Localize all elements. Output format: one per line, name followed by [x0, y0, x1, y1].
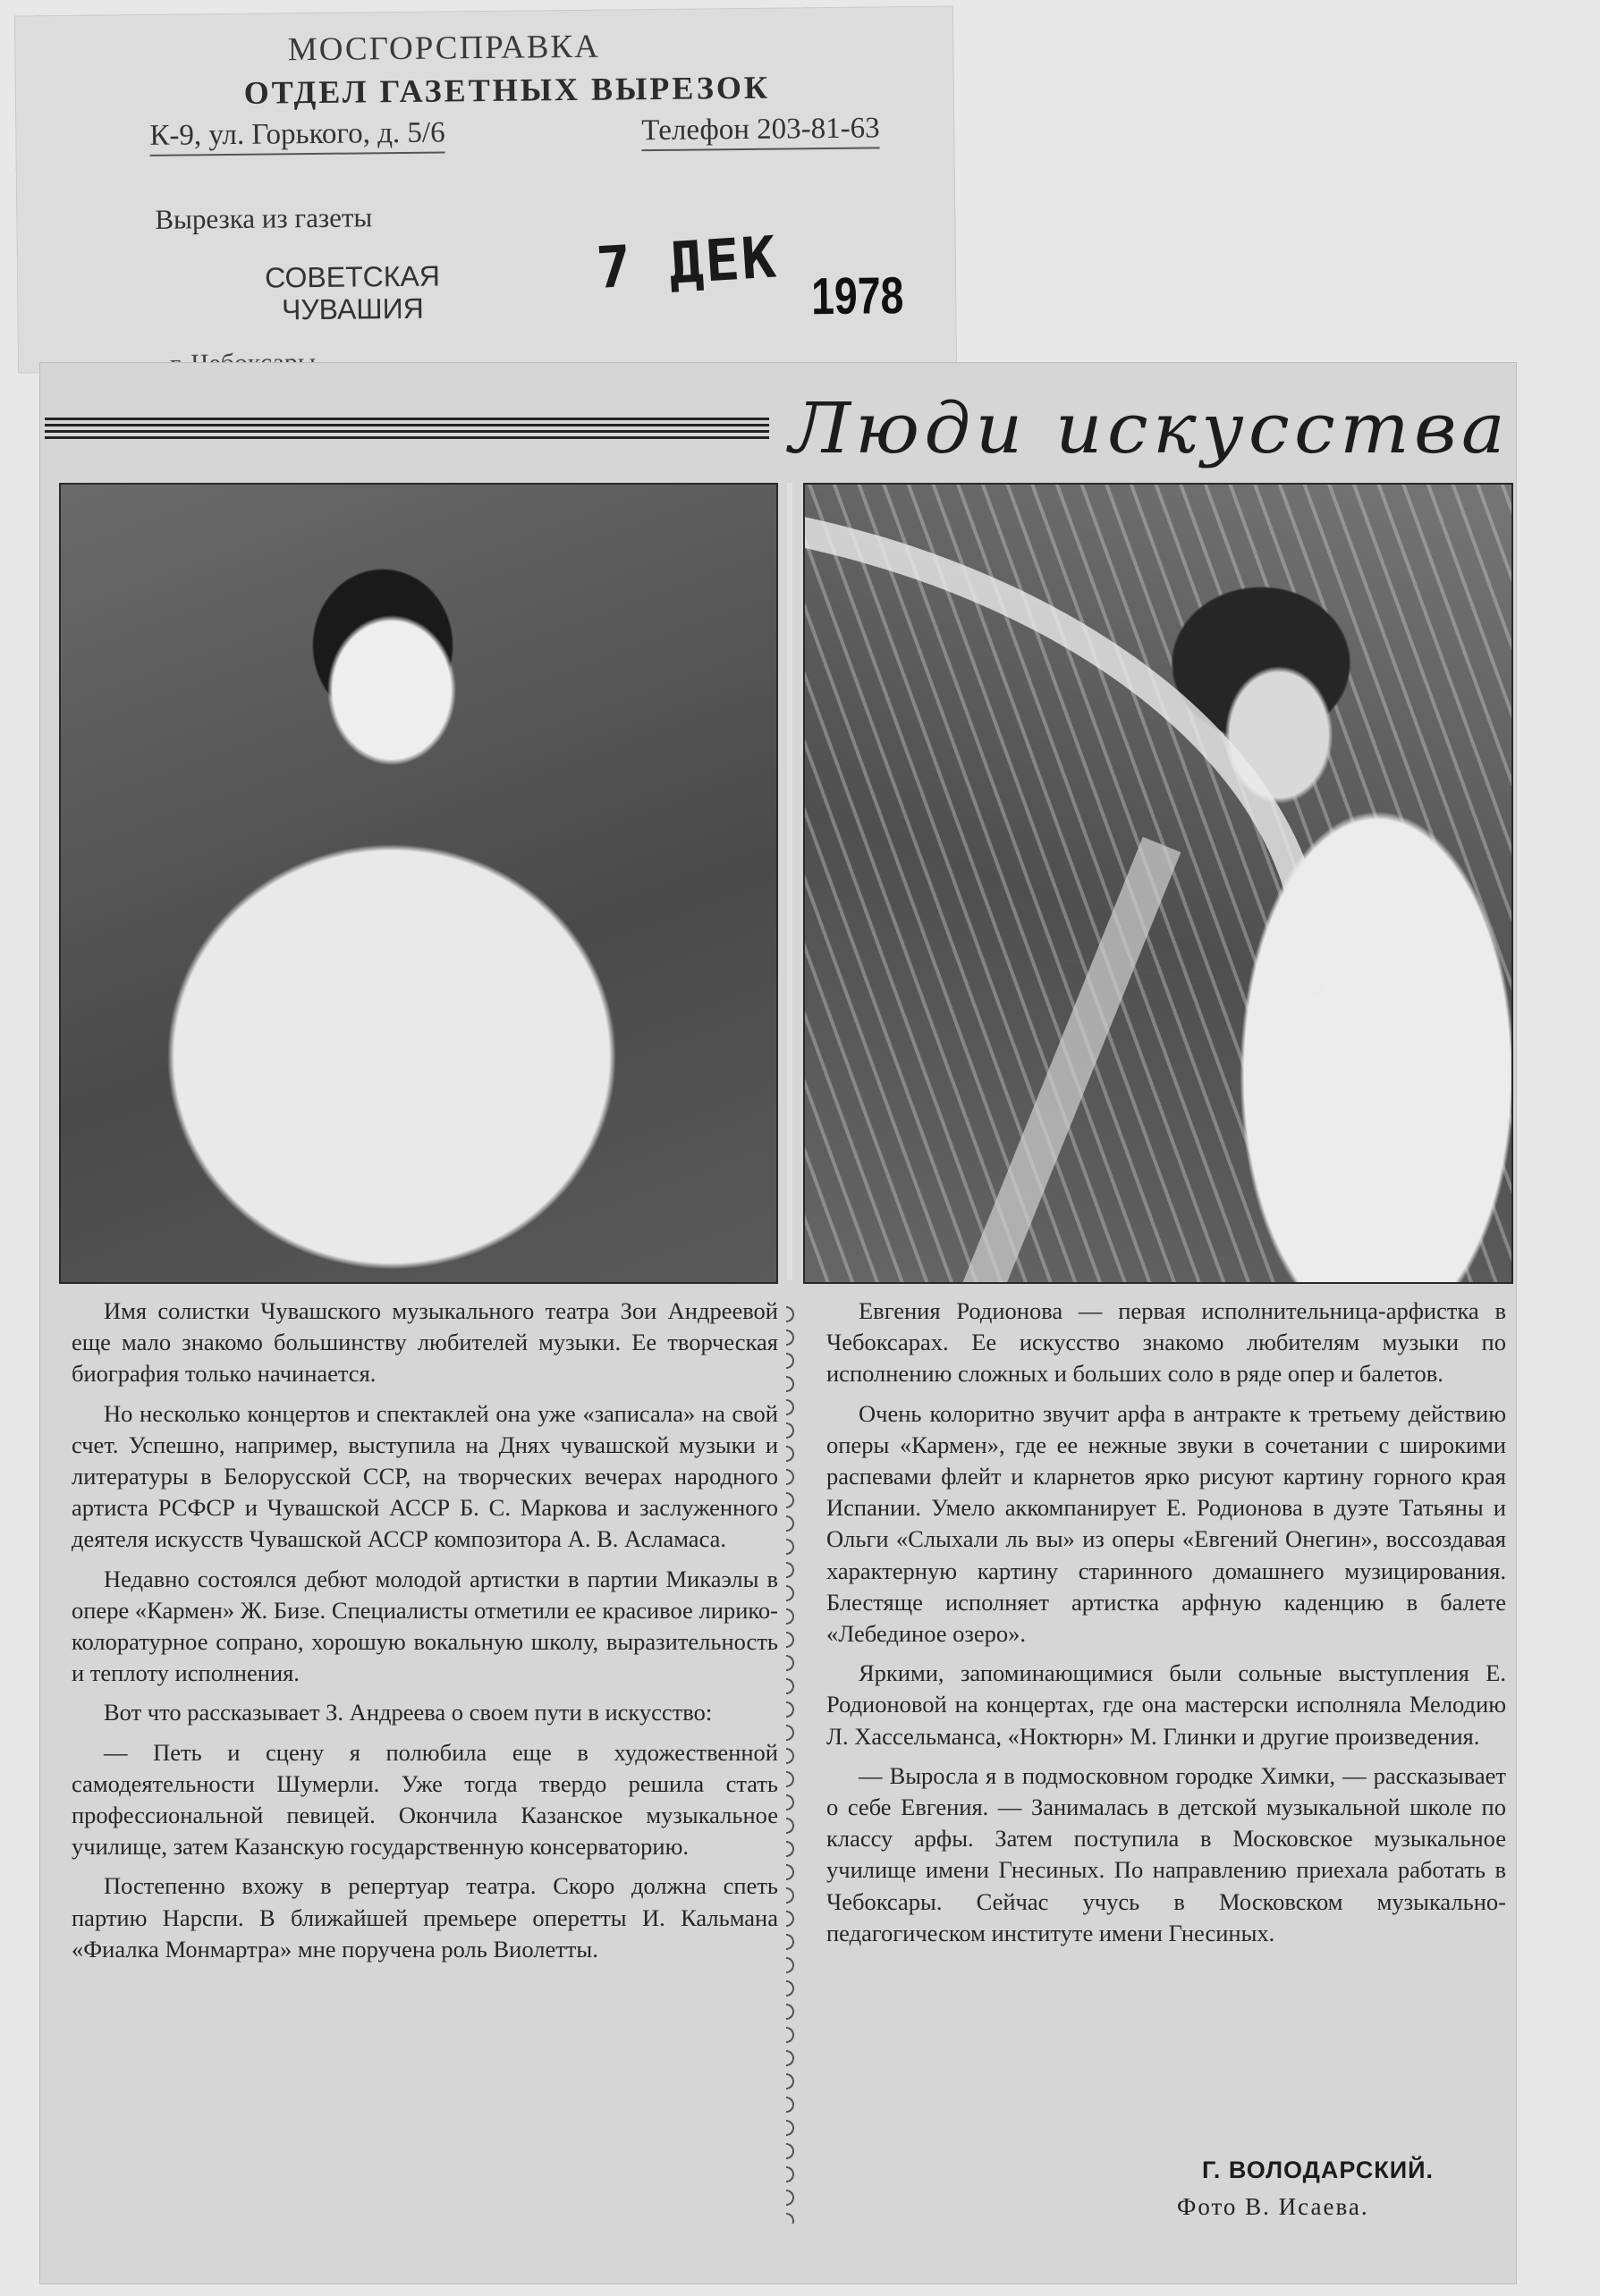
- article-column-right: [826, 1296, 1506, 1957]
- harp-neck-shape: [803, 503, 1379, 997]
- article-paragraph: Но несколько концертов и спектаклей она уже «записала» на свой счет. Успешно, например, выступила на Днях чувашской музыки и литературы в Белорусской ССР, на творческих вечерах народного артиста РСФСР и Чувашской АССР Б. С. Маркова и заслуженного деятеля искусств Чувашской АССР композитора А. В. Асламаса.: [72, 1399, 778, 1553]
- agency-address: К-9, ул. Горького, д. 5/6: [149, 116, 445, 156]
- article-paragraph: Вот что рассказывает З. Андреева о своем пути в искусство:: [104, 1699, 713, 1726]
- agency-phone: Телефон 203-81-63: [641, 112, 880, 151]
- article-paragraph: Имя солистки Чувашского музыкального театра Зои Андреевой еще мало знакомо большинству любителей музыки. Ее творческая биография только начинается.: [72, 1297, 778, 1388]
- clipping-source-label: Вырезка из газеты: [155, 201, 373, 235]
- article-paragraph: Постепенно вхожу в репертуар театра. Скоро должна спеть партию Нарспи. В ближайшей премьере оперетты И. Кальмана «Фиалка Монмартра» мне поручена роль Виолетты.: [72, 1872, 778, 1963]
- photo-singer: [59, 483, 778, 1284]
- heading-rule-lines: [45, 418, 769, 441]
- author-byline: Г. ВОЛОДАРСКИЙ.: [1202, 2157, 1435, 2183]
- article-paragraph: — Выросла я в подмосковном городке Химки, — рассказывает о себе Евгения. — Занималась в детской музыкальной школе по классу арфы. Затем поступила в Московское музыкальное училище имени Гнесиных. По направлению приехала работать в Чебоксары. Сейчас учусь в Московском музыкально-педагогическом институте имени Гнесиных.: [826, 1761, 1506, 1946]
- agency-department: ОТДЕЛ ГАЗЕТНЫХ ВЫРЕЗОК: [243, 69, 771, 111]
- column-wavy-divider: [786, 1303, 804, 2224]
- photo-credit: Фото В. Исаева.: [1177, 2193, 1369, 2220]
- clipping-agency-stamp: [14, 6, 957, 374]
- stamp-date-year: 1978: [810, 266, 904, 326]
- article-column-left: [72, 1296, 778, 1973]
- stamp-date-day: 7 ДЕК: [594, 224, 780, 302]
- newspaper-clipping: [39, 362, 1517, 2284]
- article-paragraph: Евгения Родионова — первая исполнительница-арфистка в Чебоксарах. Ее искусство знакомо любителям музыки по исполнению сложных и больших соло в ряде опер и балетов.: [826, 1297, 1506, 1388]
- article-paragraph: Очень колоритно звучит арфа в антракте к третьему действию оперы «Кармен», где ее нежные звуки в сочетании с широкими распевами флейт и кларнетов ярко рисуют картину горного края Испании. Умело аккомпанирует Е. Родионова в дуэте Татьяны и Ольги «Слыхали ль вы» из оперы «Евгений Онегин», воссоздавая характерную картину старинного домашнего музицирования. Блестяще исполняет артистка арфную каденцию в балете «Лебединое озеро».: [826, 1399, 1506, 1648]
- newspaper-name: СОВЕТСКАЯ ЧУВАШИЯ: [264, 259, 441, 326]
- article-heading: Люди искусства: [789, 389, 1510, 469]
- article-paragraph: Яркими, запоминающимися были сольные выступления Е. Родионовой на концертах, где она мастерски исполняла Мелодию Л. Хассельманса, «Ноктюрн» М. Глинки и другие произведения.: [826, 1659, 1506, 1750]
- agency-name: МОСГОРСПРАВКА: [287, 28, 601, 69]
- photo-divider: [787, 483, 792, 1280]
- photo-harpist: [803, 483, 1513, 1284]
- article-paragraph: — Петь и сцену я полюбила еще в художественной самодеятельности Шумерли. Уже тогда твердо решила стать профессиональной певицей. Окончила Казанское музыкальное училище, затем Казанскую государственную консерваторию.: [72, 1738, 778, 1861]
- article-paragraph: Недавно состоялся дебют молодой артистки в партии Микаэлы в опере «Кармен» Ж. Бизе. Специалисты отметили ее красивое лирико-колоратурное сопрано, хорошую вокальную школу, выразительность и теплоту исполнения.: [72, 1565, 778, 1687]
